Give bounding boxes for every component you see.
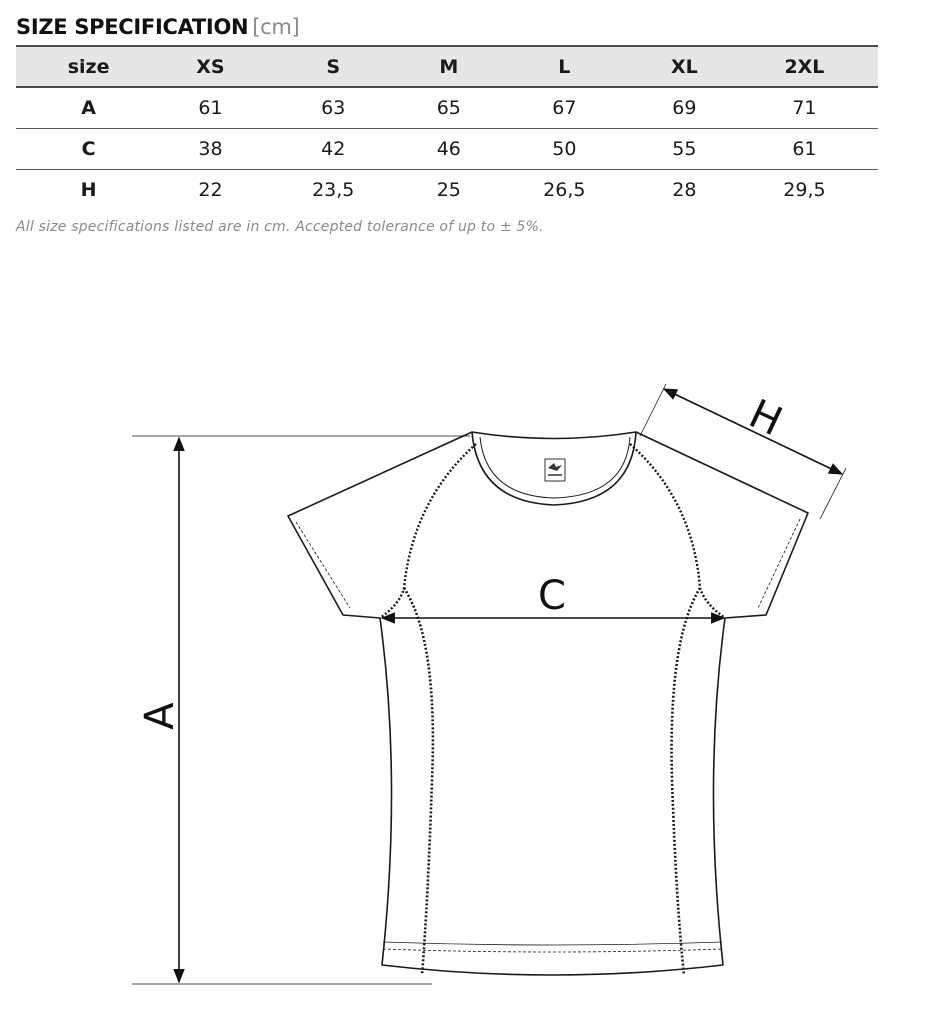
table-cell: 28: [672, 179, 697, 201]
table-cell: 25: [436, 179, 461, 201]
table-cell: 38: [161, 129, 260, 170]
brand-label-icon: [545, 459, 565, 481]
header-cell-xs: XS: [161, 46, 260, 87]
table-cell: 26,5: [543, 179, 586, 201]
row-label-c: C: [16, 129, 161, 170]
table-cell: 69: [638, 87, 731, 129]
header-cell-s: S: [260, 46, 407, 87]
table-cell: 65: [407, 87, 491, 129]
sleeve-dimension: [640, 384, 846, 519]
row-label-a: A: [16, 87, 161, 129]
table-cell: 71: [731, 87, 878, 129]
chest-label-c: C: [538, 573, 566, 619]
table-cell: 29,5: [783, 179, 826, 201]
table-cell: 42: [260, 129, 407, 170]
table-cell: 22: [198, 179, 223, 201]
table-cell: 67: [491, 87, 638, 129]
header-cell-2xl: 2XL: [731, 46, 878, 87]
header-cell-xl: XL: [638, 46, 731, 87]
tolerance-note: All size specifications listed are in cm. Accepted tolerance of up to ± 5%.: [16, 219, 544, 235]
tshirt-outline-icon: [288, 432, 808, 975]
row-label-h: H: [80, 179, 97, 201]
table-cell: 23,5: [312, 179, 355, 201]
table-cell: 50: [491, 129, 638, 170]
spec-title-text: SIZE SPECIFICATION: [16, 15, 249, 39]
table-cell: 55: [638, 129, 731, 170]
table-cell: 61: [731, 129, 878, 170]
sleeve-label-h: H: [742, 391, 789, 446]
table-cell: 61: [161, 87, 260, 129]
table-cell: 63: [260, 87, 407, 129]
length-label-a: A: [137, 702, 183, 730]
spec-title-unit: [cm]: [252, 15, 300, 39]
header-cell-l: L: [491, 46, 638, 87]
table-cell: 46: [407, 129, 491, 170]
header-cell-size: size: [16, 46, 161, 87]
header-cell-m: M: [407, 46, 491, 87]
